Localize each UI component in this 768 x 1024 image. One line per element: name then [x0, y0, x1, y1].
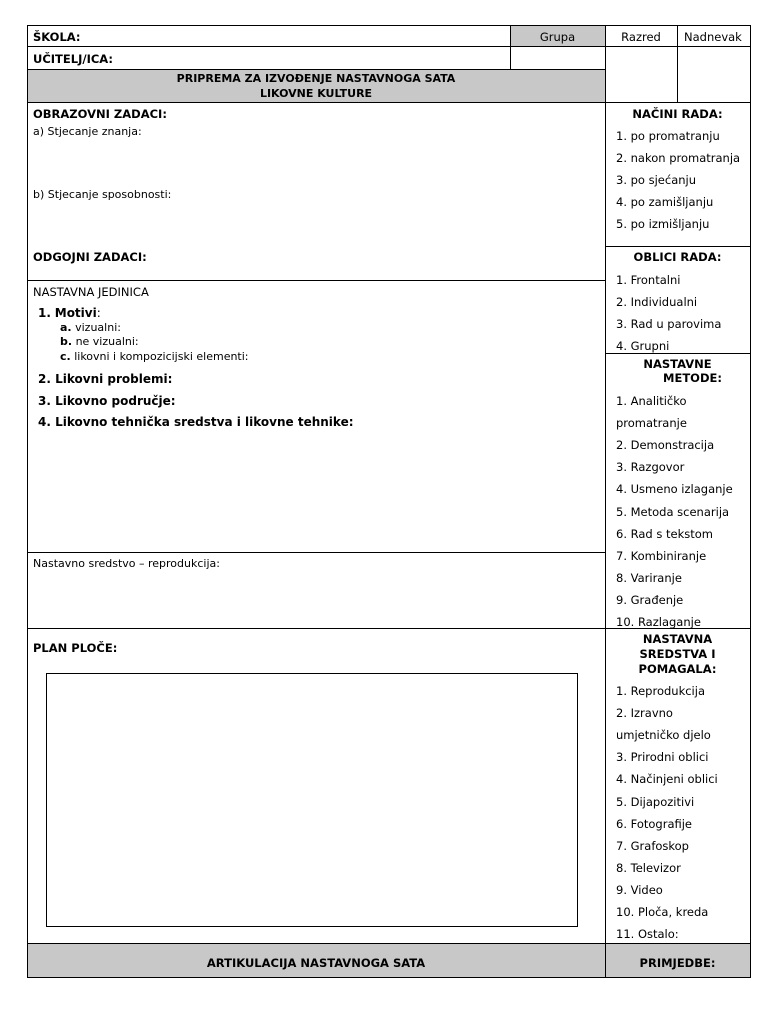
motive-c-text: likovni i kompozicijski elementi: — [74, 350, 249, 363]
work-form-item: 3. Rad u parovima — [616, 317, 722, 331]
work-forms-title: OBLICI RADA: — [633, 250, 722, 264]
motives-label: Motivi — [54, 306, 97, 320]
header-row-line — [27, 46, 751, 47]
title-line-1: PRIPREMA ZA IZVOĐENJE NASTAVNOGA SATA — [176, 72, 456, 85]
border-bottom — [27, 977, 751, 978]
method-item: 7. Kombiniranje — [616, 548, 707, 563]
motives-row — [38, 306, 101, 320]
border-top — [27, 25, 751, 26]
upbringing-label: ODGOJNI ZADACI: — [33, 250, 147, 264]
area-label: 3. Likovno područje: — [38, 394, 176, 408]
title-line-2: LIKOVNE KULTURE — [259, 87, 373, 100]
date-label: Nadnevak — [684, 30, 742, 44]
aid-item: 2. Izravno — [616, 706, 673, 721]
aid-item: 3. Prirodni oblici — [616, 750, 709, 765]
method-item: 3. Razgovor — [616, 460, 685, 475]
aid-item: 11. Ostalo: — [616, 927, 679, 942]
work-form-item: 1. Frontalni — [616, 273, 681, 287]
motives-num: 1. — [38, 306, 51, 320]
reproduction-label: Nastavno sredstvo – reprodukcija: — [33, 557, 220, 570]
date-divider — [677, 25, 678, 102]
work-mode-item: 5. po izmišljanju — [616, 217, 710, 231]
methods-line — [605, 353, 751, 354]
work-form-item: 4. Grupni — [616, 339, 670, 353]
board-plan-label: PLAN PLOČE: — [33, 641, 118, 655]
problems-label: 2. Likovni problemi: — [38, 372, 173, 386]
aids-title-3: POMAGALA: — [638, 662, 717, 676]
method-item: 4. Usmeno izlaganje — [616, 482, 733, 497]
knowledge-label: a) Stjecanje znanja: — [33, 125, 142, 138]
motive-c-letter: c. — [60, 350, 71, 363]
aid-item: 4. Načinjeni oblici — [616, 772, 718, 787]
aid-item: 7. Grafoskop — [616, 838, 689, 853]
aid-item: 10. Ploča, kreda — [616, 905, 709, 919]
articulation-line — [27, 943, 751, 944]
articulation-label: ARTIKULACIJA NASTAVNOGA SATA — [206, 956, 426, 970]
edu-tasks-label: OBRAZOVNI ZADACI: — [33, 107, 167, 121]
motive-b-letter: b. — [60, 335, 73, 348]
motive-a — [60, 321, 121, 335]
aid-item: 8. Televizor — [616, 860, 681, 875]
motive-a-letter: a. — [60, 321, 72, 334]
motive-c — [60, 350, 249, 364]
school-label: ŠKOLA: — [33, 30, 81, 44]
motive-b — [60, 335, 139, 349]
aids-title-1: NASTAVNA — [642, 632, 713, 646]
class-label: Razred — [621, 30, 661, 44]
work-mode-item: 1. po promatranju — [616, 129, 720, 143]
tools-label: 4. Likovno tehnička sredstva i likovne tehnike: — [38, 415, 354, 429]
methods-title-2: METODE: — [663, 371, 722, 385]
reproduction-line — [27, 552, 605, 553]
upbringing-line — [27, 280, 605, 281]
method-item: 5. Metoda scenarija — [616, 504, 730, 519]
board-plan-box[interactable] — [46, 673, 578, 927]
skills-label: b) Stjecanje sposobnosti: — [33, 188, 172, 201]
method-item: 1. Analitičko — [616, 394, 687, 408]
motive-b-text: ne vizualni: — [75, 335, 139, 348]
border-left — [27, 25, 28, 978]
motives-colon: : — [96, 306, 101, 320]
method-item: 8. Variranje — [616, 570, 682, 585]
motive-a-text: vizualni: — [75, 321, 121, 334]
remarks-label: PRIMJEDBE: — [639, 956, 716, 970]
work-form-item: 2. Individualni — [616, 295, 698, 309]
method-item: 2. Demonstracija — [616, 438, 715, 453]
work-mode-item: 2. nakon promatranja — [616, 151, 741, 165]
aid-item: 1. Reprodukcija — [616, 684, 705, 698]
aids-title-2: SREDSTVA I — [639, 647, 716, 661]
border-right — [750, 25, 751, 978]
work-modes-title: NAČINI RADA: — [632, 107, 723, 121]
group-label: Grupa — [539, 30, 576, 44]
method-item: 10. Razlaganje — [616, 615, 701, 629]
method-item: promatranje — [616, 416, 687, 431]
title-row-line — [27, 102, 751, 103]
unit-label: NASTAVNA JEDINICA — [33, 285, 149, 299]
method-item: 6. Rad s tekstom — [616, 526, 713, 541]
work-mode-item: 4. po zamišljanju — [616, 195, 714, 209]
aid-item: 6. Fotografije — [616, 816, 693, 831]
teacher-label: UČITELJ/ICA: — [33, 52, 113, 66]
method-item: 9. Građenje — [616, 592, 684, 607]
aid-item: umjetničko djelo — [616, 728, 711, 743]
column-divider — [605, 25, 606, 978]
methods-title-1: NASTAVNE — [643, 357, 712, 371]
teacher-row-line — [27, 69, 605, 70]
work-forms-line — [605, 246, 751, 247]
aid-item: 5. Dijapozitivi — [616, 794, 695, 809]
aid-item: 9. Video — [616, 882, 663, 897]
work-mode-item: 3. po sjećanju — [616, 173, 697, 187]
